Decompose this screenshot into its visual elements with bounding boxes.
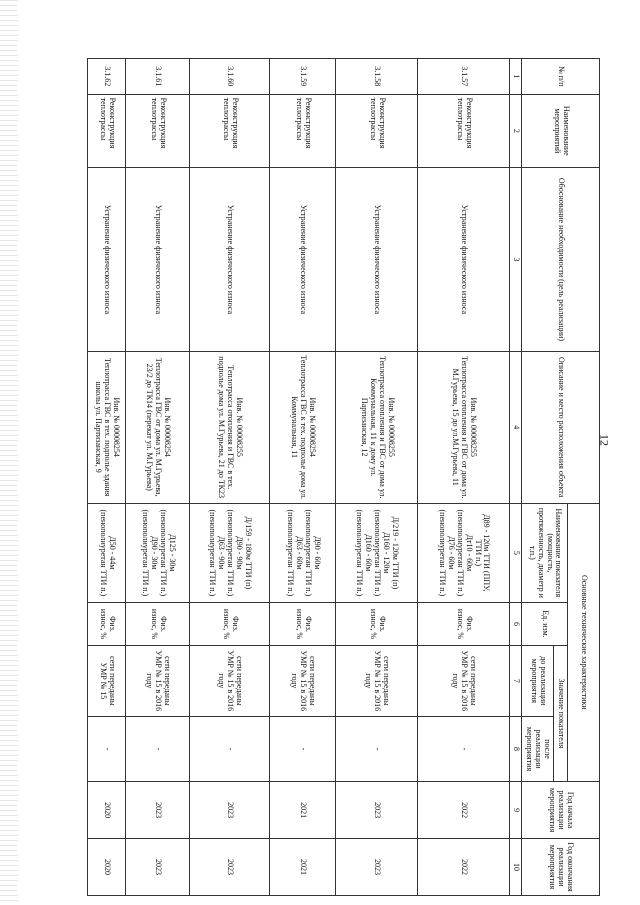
row-num: 3.1.62 bbox=[88, 59, 126, 95]
row-end-year: 2023 bbox=[126, 839, 190, 896]
rotated-table-container bbox=[70, 58, 600, 896]
row-num: 3.1.60 bbox=[190, 59, 270, 95]
scan-edge bbox=[0, 0, 18, 905]
header-before: до реализации мероприятия bbox=[522, 645, 554, 716]
measures-table bbox=[87, 58, 600, 896]
row-num: 3.1.61 bbox=[126, 59, 190, 95]
row-justification: Устранение физического износа bbox=[418, 168, 510, 352]
row-indicator: Д90 - 60м (пенополиуретан ТТИ п.) Д63 - 60м (пенополиуретан ТТИ п.) bbox=[270, 503, 336, 603]
header-tech-group: Основные технические характеристики bbox=[568, 503, 600, 782]
row-indicator: Д/219 - 120м ТТИ (п) Д160 - 120м (пенополиуретан ТТИ п.) Д160 - 60м (пенополиуретан ТТИ п.) bbox=[336, 503, 418, 603]
header-unit: Ед. изм. bbox=[522, 603, 568, 646]
row-unit: Физ. износ, % bbox=[336, 603, 418, 646]
row-before: сети переданы УМР № 15 bbox=[88, 645, 126, 716]
row-num: 3.1.58 bbox=[336, 59, 418, 95]
row-unit: Физ. износ, % bbox=[270, 603, 336, 646]
col-number: 6 bbox=[510, 603, 522, 646]
table-row bbox=[126, 59, 190, 896]
row-unit: Физ. износ, % bbox=[418, 603, 510, 646]
row-unit: Физ. износ, % bbox=[88, 603, 126, 646]
table-row bbox=[336, 59, 418, 896]
row-start-year: 2021 bbox=[270, 782, 336, 839]
row-justification: Устранение физического износа bbox=[336, 168, 418, 352]
row-name: Реконструкция теплотрассы bbox=[88, 94, 126, 168]
header-description: Описание и место расположения объекта bbox=[522, 351, 600, 503]
row-indicator: Д50 - 44м (пенополиуретан ТТИ п.) bbox=[88, 503, 126, 603]
col-number: 5 bbox=[510, 503, 522, 603]
row-unit: Физ. износ, % bbox=[126, 603, 190, 646]
row-before: сети переданы УМР № 15 в 2016 году bbox=[126, 645, 190, 716]
table-row bbox=[270, 59, 336, 896]
col-number: 8 bbox=[510, 716, 522, 781]
header-value-group: Значение показателя bbox=[554, 645, 568, 781]
row-name: Реконструкция теплотрассы bbox=[126, 94, 190, 168]
row-before: сети переданы УМР № 15 в 2016 году bbox=[336, 645, 418, 716]
row-end-year: 2022 bbox=[418, 839, 510, 896]
row-num: 3.1.57 bbox=[418, 59, 510, 95]
header-start-year: Год начала реализации мероприятия bbox=[522, 782, 600, 839]
row-indicator: Д89 - 120м ТТИ (ППУ, ТТИ п.) Дт10 - 60м (пенополиуретан ТТИ п.) Д76 - 60м (пенополиуретан ТТИ п.) bbox=[418, 503, 510, 603]
row-description: Инв. № 00008254 Теплотрасса ГВС к тех. подполье дома ул. Коммунальная, 11 bbox=[270, 351, 336, 503]
row-after: - bbox=[336, 716, 418, 781]
row-unit: Физ. износ, % bbox=[190, 603, 270, 646]
header-after: после реализации мероприятия bbox=[522, 716, 554, 781]
col-number: 3 bbox=[510, 168, 522, 352]
table-row bbox=[418, 59, 510, 896]
row-name: Реконструкция теплотрассы bbox=[270, 94, 336, 168]
col-number: 2 bbox=[510, 94, 522, 168]
row-start-year: 2023 bbox=[190, 782, 270, 839]
row-justification: Устранение физического износа bbox=[190, 168, 270, 352]
row-start-year: 2023 bbox=[336, 782, 418, 839]
table-row bbox=[88, 59, 126, 896]
header-name: Наименование мероприятий bbox=[522, 94, 600, 168]
row-description: Инв. № 00008254 Теплотрасса ГВС от дома ул. М.Гурьева, 23/2 до ТК14 (перекат ул. М.Гурьева) bbox=[126, 351, 190, 503]
row-description: Инв. № 00008255 Теплотрасса отопления и ГВС от дома ул. Коммунальная, 11 к дому ул. Партизанская, 12 bbox=[336, 351, 418, 503]
page-number: 12 bbox=[597, 434, 612, 446]
row-num: 3.1.59 bbox=[270, 59, 336, 95]
row-justification: Устранение физического износа bbox=[88, 168, 126, 352]
row-after: - bbox=[270, 716, 336, 781]
row-name: Реконструкция теплотрассы bbox=[190, 94, 270, 168]
header-num: № п/п bbox=[522, 59, 600, 95]
row-end-year: 2020 bbox=[88, 839, 126, 896]
row-indicator: Д/159 - 180м ТТИ (п) Д90 - 90м (пенополиуретан ТТИ п.) Д63 - 90м (пенополиуретан ТТИ п.) bbox=[190, 503, 270, 603]
row-justification: Устранение физического износа bbox=[270, 168, 336, 352]
col-number: 9 bbox=[510, 782, 522, 839]
table-row bbox=[190, 59, 270, 896]
row-description: Инв. № 00008254 Теплотрасса ГВС в тех. подполье здания школы ул. Партизанская, 9 bbox=[88, 351, 126, 503]
row-justification: Устранение физического износа bbox=[126, 168, 190, 352]
header-justification: Обоснование необходимости (цель реализации) bbox=[522, 168, 600, 352]
row-description: Инв. № 00008255 Теплотрасса отопления и ГВС от дома ул. М.Гурьева, 15 до ул.М.Гурьева, 11 bbox=[418, 351, 510, 503]
row-after: - bbox=[88, 716, 126, 781]
col-number: 1 bbox=[510, 59, 522, 95]
row-start-year: 2023 bbox=[126, 782, 190, 839]
row-start-year: 2022 bbox=[418, 782, 510, 839]
col-number: 10 bbox=[510, 839, 522, 896]
row-start-year: 2020 bbox=[88, 782, 126, 839]
row-after: - bbox=[126, 716, 190, 781]
col-number: 7 bbox=[510, 645, 522, 716]
header-end-year: Год окончания реализации мероприятия bbox=[522, 839, 600, 896]
row-before: сети переданы УМР № 15 в 2016 году bbox=[190, 645, 270, 716]
row-before: сети переданы УМР № 15 в 2016 году bbox=[418, 645, 510, 716]
row-after: - bbox=[418, 716, 510, 781]
row-name: Реконструкция теплотрассы bbox=[418, 94, 510, 168]
row-indicator: Д125 - 30м (пенополиуретан ТТИ п.) Д90 - 30м (пенополиуретан ТТИ п.) bbox=[126, 503, 190, 603]
header-indicator: Наименование показателя (мощность, протяженность, диаметр и т.п.) bbox=[522, 503, 568, 603]
col-number: 4 bbox=[510, 351, 522, 503]
row-end-year: 2023 bbox=[190, 839, 270, 896]
row-name: Реконструкция теплотрассы bbox=[336, 94, 418, 168]
row-end-year: 2023 bbox=[336, 839, 418, 896]
row-before: сети переданы УМР № 15 в 2016 году bbox=[270, 645, 336, 716]
row-end-year: 2021 bbox=[270, 839, 336, 896]
row-after: - bbox=[190, 716, 270, 781]
row-description: Инв. № 00008255 Теплотрасса отопления и ГВС в тех. подполье дома ул. М.Гурьева, 21 до ТК23 bbox=[190, 351, 270, 503]
